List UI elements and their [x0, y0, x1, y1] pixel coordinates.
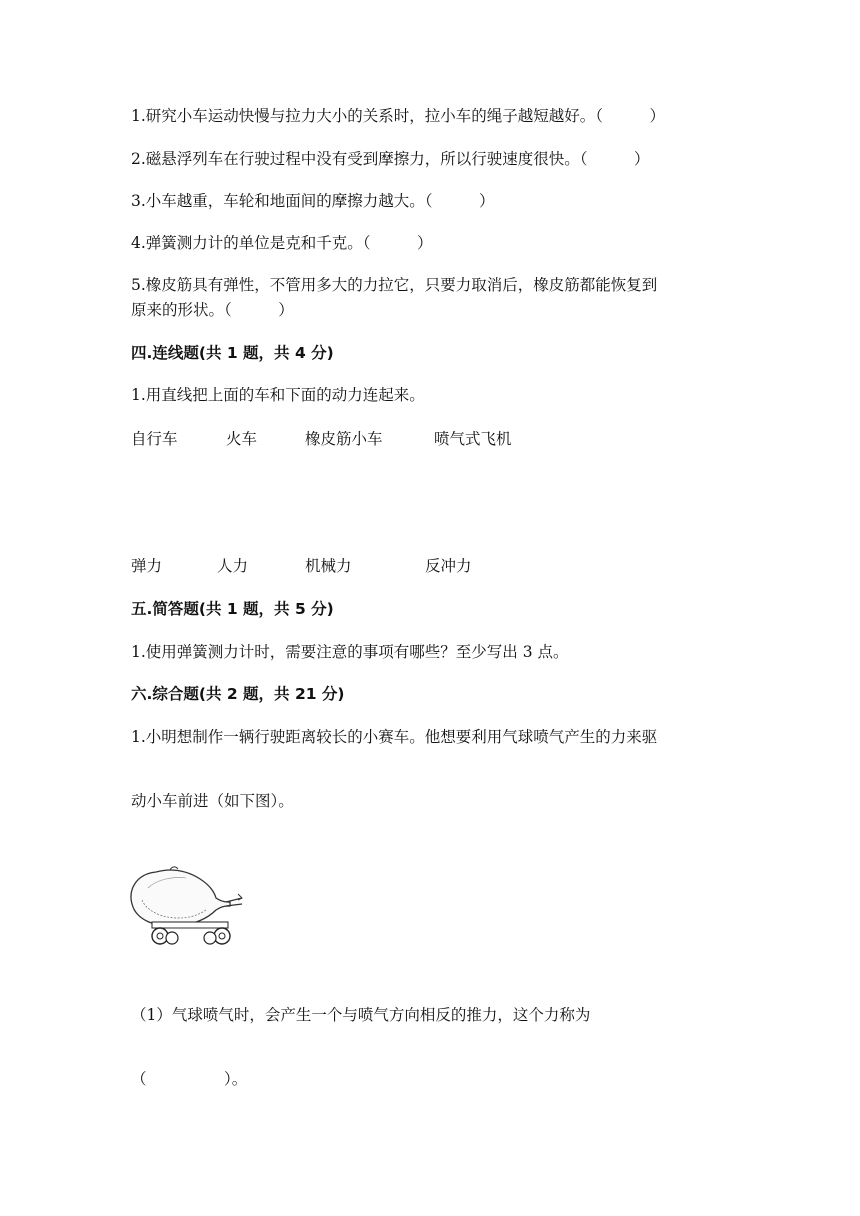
section-5-heading: 五.简答题(共 1 题，共 5 分) [131, 600, 334, 618]
tf-question-5-line2: 原来的形状。（ ） [131, 301, 294, 319]
vehicle-rubber-band-car: 橡皮筋小车 [305, 430, 383, 448]
power-human: 人力 [217, 557, 249, 575]
tf-question-1: 1.研究小车运动快慢与拉力大小的关系时，拉小车的绳子越短越好。（ ） [131, 107, 666, 125]
sub-question-1-line1: （1）气球喷气时，会产生一个与喷气方向相反的推力，这个力称为 [131, 1006, 591, 1024]
tf-question-5-line1: 5.橡皮筋具有弹性，不管用多大的力拉它，只要力取消后，橡皮筋都能恢复到 [131, 276, 658, 294]
section-4-heading: 四.连线题(共 1 题，共 4 分) [131, 344, 334, 362]
tf-question-4: 4.弹簧测力计的单位是克和千克。（ ） [131, 234, 433, 252]
vehicle-jet-plane: 喷气式飞机 [434, 430, 512, 448]
comprehensive-question-1-line2: 动小车前进（如下图）。 [131, 792, 294, 810]
short-answer-question: 1.使用弹簧测力计时，需要注意的事项有哪些？至少写出 3 点。 [131, 643, 569, 661]
vehicle-train: 火车 [226, 430, 258, 448]
power-recoil: 反冲力 [425, 557, 472, 575]
matching-question: 1.用直线把上面的车和下面的动力连起来。 [131, 386, 425, 404]
comprehensive-question-1-line1: 1.小明想制作一辆行驶距离较长的小赛车。他想要利用气球喷气产生的力来驱 [131, 728, 658, 746]
tf-question-3: 3.小车越重，车轮和地面间的摩擦力越大。（ ） [131, 192, 495, 210]
sub-question-1-line2: （ ）。 [131, 1070, 248, 1088]
power-elastic: 弹力 [131, 557, 163, 575]
vehicle-bicycle: 自行车 [131, 430, 178, 448]
balloon-car-illustration [126, 860, 250, 952]
tf-question-2: 2.磁悬浮列车在行驶过程中没有受到摩擦力，所以行驶速度很快。（ ） [131, 150, 650, 168]
power-mechanical: 机械力 [305, 557, 352, 575]
section-6-heading: 六.综合题(共 2 题，共 21 分) [131, 685, 345, 703]
